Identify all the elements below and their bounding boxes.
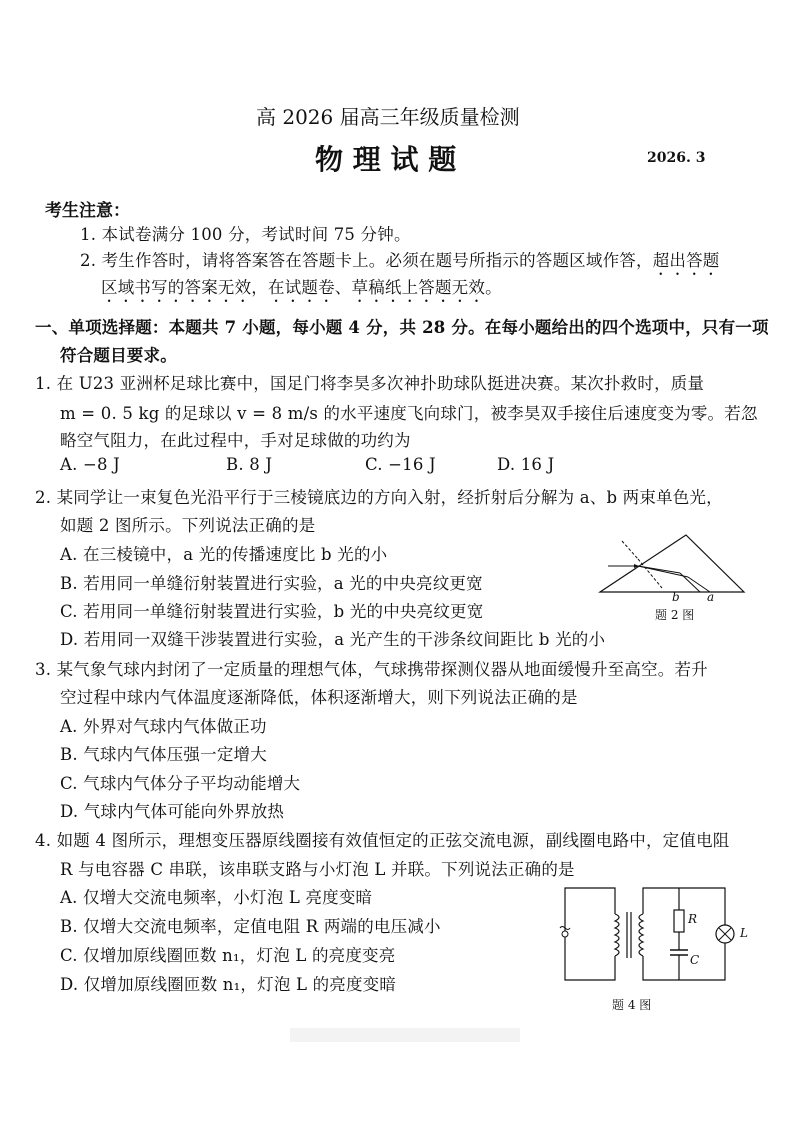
q2-option-d[interactable]: D. 若用同一双缝干涉装置进行实验，a 光产生的干涉条纹间距比 b 光的小 xyxy=(60,630,606,649)
resistor-icon xyxy=(674,910,684,932)
scan-artifact xyxy=(290,1028,520,1042)
secondary-coil-icon xyxy=(639,914,643,956)
exam-date: 2026. 3 xyxy=(647,150,706,166)
q1-option-a[interactable]: A. −8 J xyxy=(60,455,120,474)
q1-option-c[interactable]: C. −16 J xyxy=(365,455,436,474)
ac-source-icon xyxy=(562,931,568,937)
q4-option-a[interactable]: A. 仅增大交流电频率，小灯泡 L 亮度变暗 xyxy=(60,888,373,907)
secondary-wire xyxy=(643,888,725,980)
exam-line: 高 2026 届高三年级质量检测 xyxy=(256,105,520,129)
prism-outline xyxy=(600,535,744,592)
q3-option-a[interactable]: A. 外界对气球内气体做正功 xyxy=(60,717,267,736)
refracted-ray-dashed xyxy=(638,559,662,588)
q3-line: 3. 某气象气球内封闭了一定质量的理想气体，气球携带探测仪器从地面缓慢升至高空。若升 xyxy=(35,660,708,679)
prism-figure xyxy=(598,533,748,598)
circuit-figure xyxy=(555,884,755,994)
notice-item-2-text: 2. 考生作答时，请将答案答在答题卡上。必须在题号所指示的答题区域作答， xyxy=(80,251,653,270)
q2-option-a[interactable]: A. 在三棱镜中，a 光的传播速度比 b 光的小 xyxy=(60,545,388,564)
q1-line: 1. 在 U23 亚洲杯足球比赛中，国足门将李昊多次神扑助球队挺进决赛。某次扑救时，质量 xyxy=(35,374,705,393)
label-a: a xyxy=(707,590,715,604)
figure-2-caption: 题 2 图 xyxy=(655,608,695,622)
page-title: 物 理 试 题 xyxy=(315,143,457,176)
q3-option-d[interactable]: D. 气球内气体可能向外界放热 xyxy=(60,802,285,821)
q4-line: R 与电容器 C 串联，该串联支路与小灯泡 L 并联。下列说法正确的是 xyxy=(60,860,575,879)
label-b: b xyxy=(672,590,680,604)
notice-item-2-emphasis: 超出答题 xyxy=(652,251,720,270)
q4-option-d[interactable]: D. 仅增加原线圈匝数 n₁，灯泡 L 的亮度变暗 xyxy=(60,975,397,994)
q2-option-b[interactable]: B. 若用同一单缝衍射装置进行实验，a 光的中央亮纹更宽 xyxy=(60,574,483,593)
q3-option-c[interactable]: C. 气球内气体分子平均动能增大 xyxy=(60,774,301,793)
label-c: C xyxy=(690,953,700,967)
q1-option-b[interactable]: B. 8 J xyxy=(226,455,273,474)
notice-item-2-cont: 区域书写的答案无效，在试题卷、草稿纸上答题无效。 xyxy=(101,278,502,297)
incident-ray-dashed xyxy=(622,541,638,559)
section-heading: 一、单项选择题：本题共 7 小题，每小题 4 分，共 28 分。在每小题给出的四个选项中，只有一项 xyxy=(35,318,769,337)
q2-line: 如题 2 图所示。下列说法正确的是 xyxy=(60,516,316,535)
label-l: L xyxy=(740,926,748,940)
ray-b xyxy=(680,573,700,592)
q1-line: m = 0. 5 kg 的足球以 v = 8 m/s 的水平速度飞向球门，被李昊双手接住后速度变为零。若忽 xyxy=(60,404,758,423)
q4-line: 4. 如题 4 图所示，理想变压器原线圈接有效值恒定的正弦交流电源，副线圈电路中，定值电阻 xyxy=(35,831,730,850)
section-heading-cont: 符合题目要求。 xyxy=(60,346,177,365)
figure-4-caption: 题 4 图 xyxy=(612,998,652,1012)
q3-line: 空过程中球内气体温度逐渐降低，体积逐渐增大，则下列说法正确的是 xyxy=(60,688,578,707)
notice-item-1: 1. 本试卷满分 100 分，考试时间 75 分钟。 xyxy=(80,225,411,244)
q2-option-c[interactable]: C. 若用同一单缝衍射装置进行实验，b 光的中央亮纹更宽 xyxy=(60,602,484,621)
q1-line: 略空气阻力，在此过程中，手对足球做的功约为 xyxy=(60,431,411,450)
notice-heading: 考生注意： xyxy=(45,201,130,221)
primary-wire xyxy=(565,888,615,980)
primary-coil-icon xyxy=(615,914,619,956)
q1-option-d[interactable]: D. 16 J xyxy=(497,455,555,474)
label-r: R xyxy=(688,912,698,926)
q4-option-b[interactable]: B. 仅增大交流电频率，定值电阻 R 两端的电压减小 xyxy=(60,917,441,936)
q2-line: 2. 某同学让一束复色光沿平行于三棱镜底边的方向入射，经折射后分解为 a、b 两束单色光， xyxy=(35,488,723,507)
q4-option-c[interactable]: C. 仅增加原线圈匝数 n₁，灯泡 L 的亮度变亮 xyxy=(60,946,396,965)
q3-option-b[interactable]: B. 气球内气体压强一定增大 xyxy=(60,745,267,764)
